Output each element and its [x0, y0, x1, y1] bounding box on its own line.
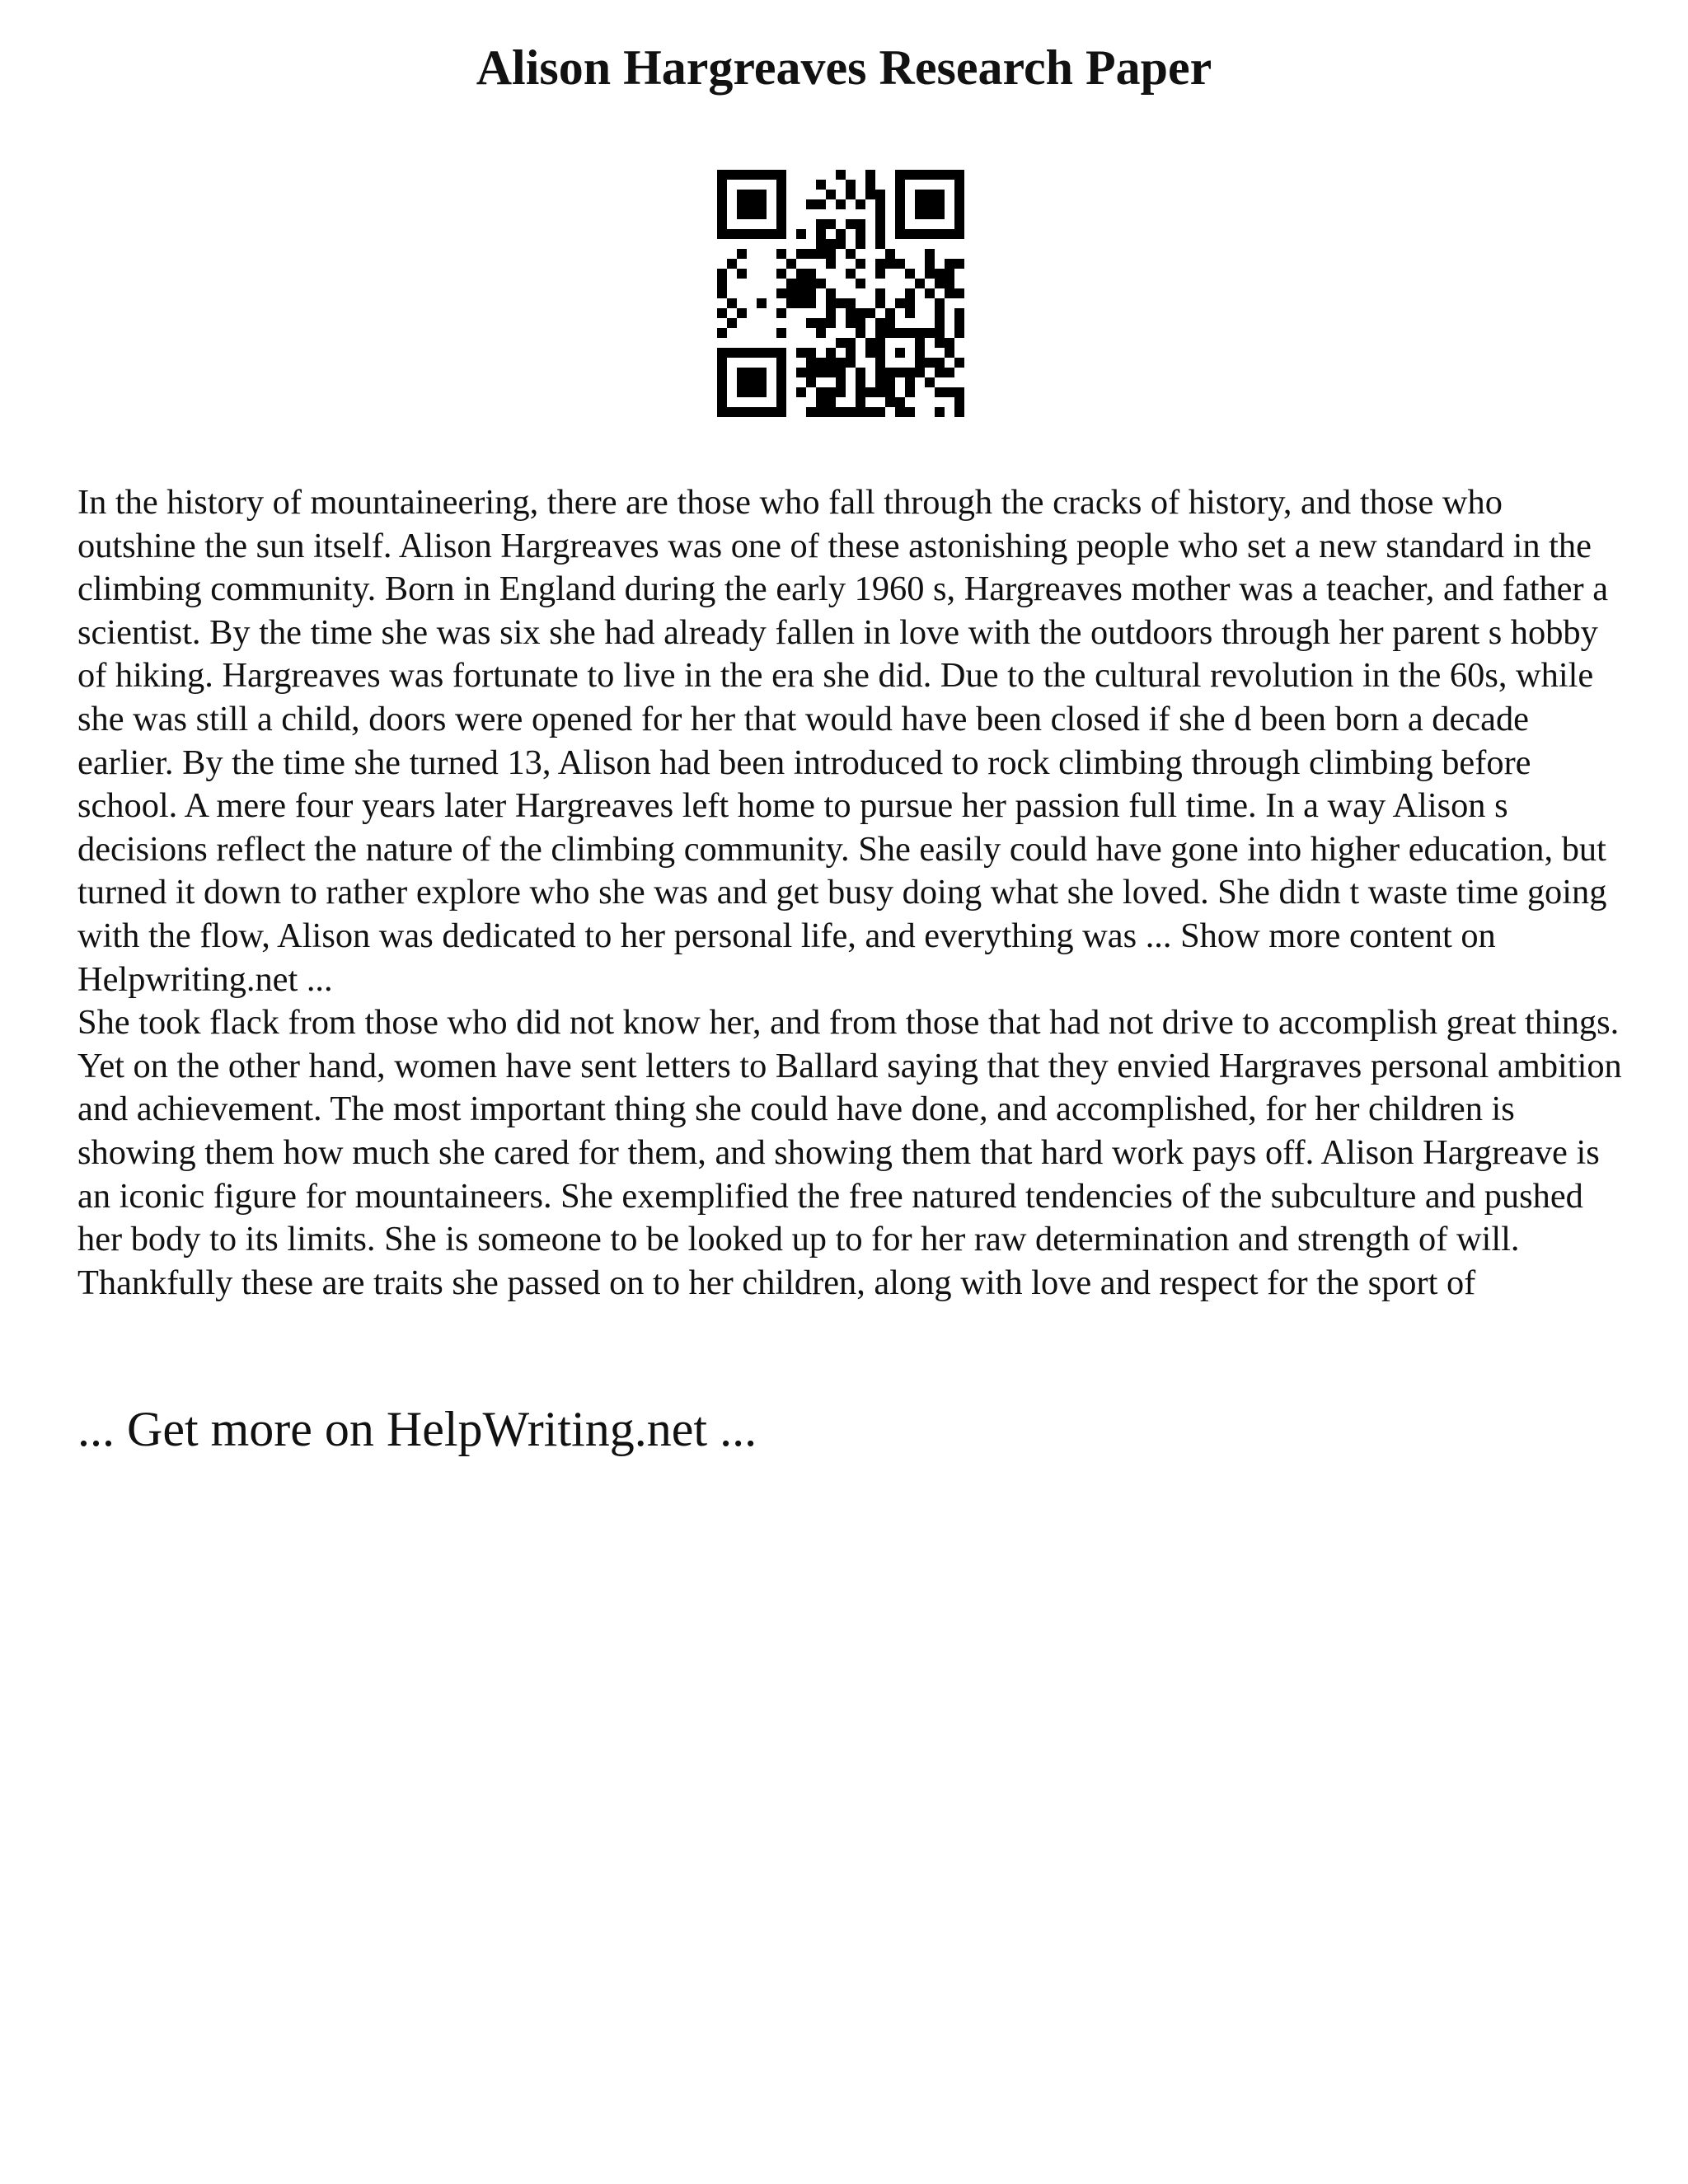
qr-code-graphic: [717, 170, 964, 417]
article-body: [77, 481, 1627, 1305]
page-title: Alison Hargreaves Research Paper: [476, 40, 1212, 95]
paragraph-2: She took flack from those who did not know her, and from those that had not drive to accomplish great things. Yet on the other hand, women have sent letters to Ballard saying that they envied Hargraves personal ambition and achievement. The most important thing she could have done, and accomplished, for her children is showing them how much she cared for them, and showing them that hard work pays off. Alison Hargreave is an iconic figure for mountaineers. She exemplified the free natured tendencies of the subculture and pushed her body to its limits. She is someone to be looked up to for her raw determination and strength of will. Thankfully these are traits she passed on to her children, along with love and respect for the sport of: [77, 1003, 1622, 1302]
paragraph-1: In the history of mountaineering, there are those who fall through the cracks of history, and those who outshine the sun itself. Alison Hargreaves was one of these astonishing people who set a new standard in the climbing community. Born in England during the early 1960 s, Hargreaves mother was a teacher, and father a scientist. By the time she was six she had already fallen in love with the outdoors through her parent s hobby of hiking. Hargreaves was fortunate to live in the era she did. Due to the cultural revolution in the 60s, while she was still a child, doors were opened for her that would have been closed if she d been born a decade earlier. By the time she turned 13, Alison had been introduced to rock climbing through climbing before school. A mere four years later Hargreaves left home to pursue her passion full time. In a way Alison s decisions reflect the nature of the climbing community. She easily could have gone into higher education, but turned it down to rather explore who she was and get busy doing what she loved. She didn t waste time going with the flow, Alison was dedicated to her personal life, and everything was ... Show more content on Helpwriting.net ...: [77, 483, 1609, 999]
get-more-link[interactable]: ... Get more on HelpWriting.net ...: [77, 1402, 757, 1456]
qr-code-icon: [717, 170, 964, 417]
